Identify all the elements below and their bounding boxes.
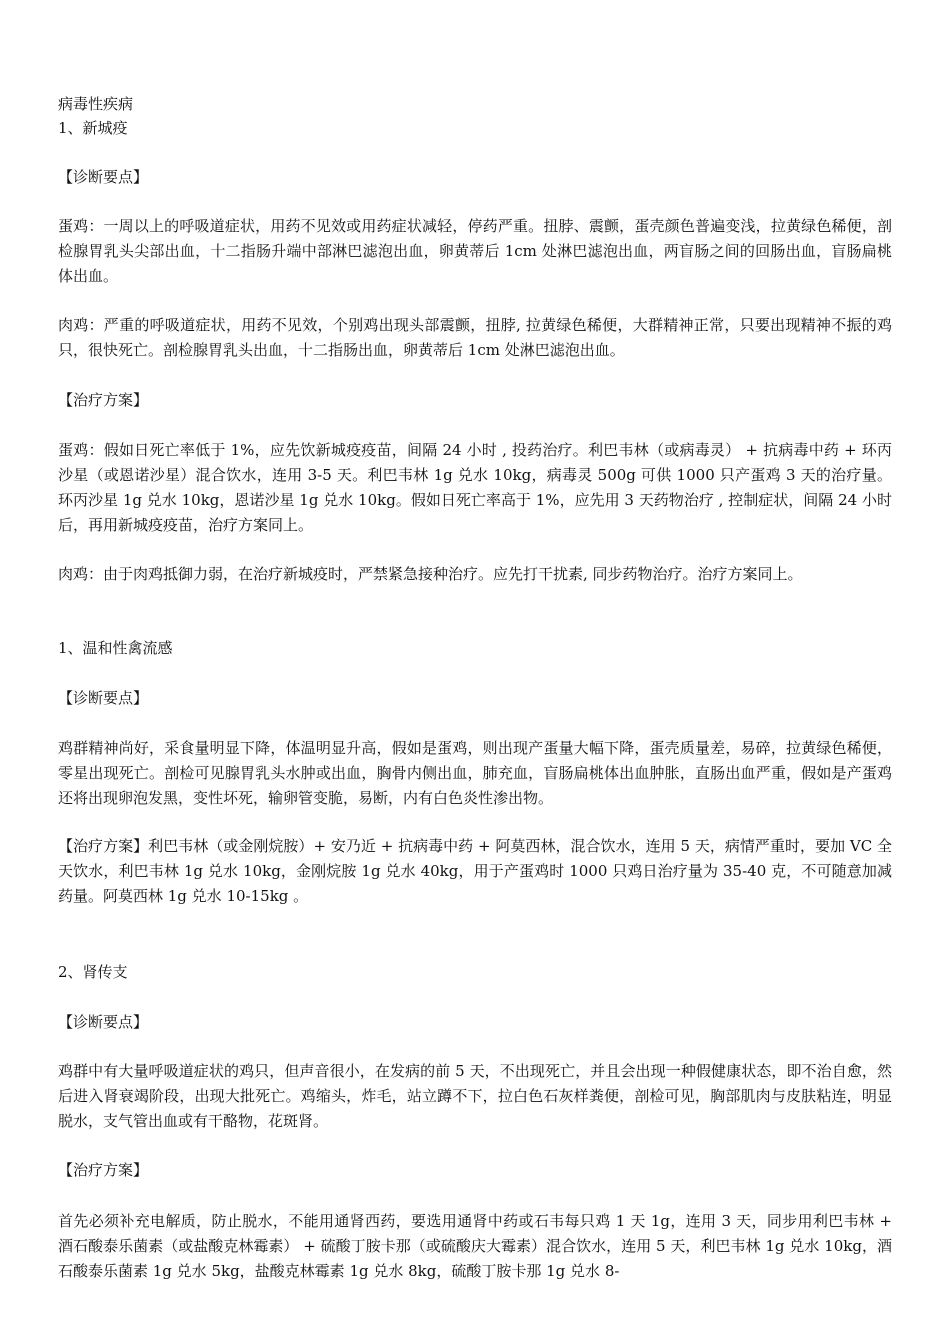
diagnosis-paragraph: 鸡群中有大量呼吸道症状的鸡只，但声音很小，在发病的前 5 天，不出现死亡，并且会出现一种假健康状态，即不治自愈，然后进入肾衰竭阶段，出现大批死亡。鸡缩头，炸毛，站立蹲不下，拉白色石灰样粪便，剖检可见，胸部肌肉与皮肤粘连，明显脱水，支气管出血或有干酪物，花斑肾。: [58, 1062, 892, 1130]
section-heading-kidney-ib: 2、肾传支: [58, 963, 128, 981]
diagnosis-label: 【诊断要点】: [58, 1013, 149, 1031]
diagnosis-paragraph: 肉鸡：严重的呼吸道症状，用药不见效，个别鸡出现头部震颤，扭脖, 拉黄绿色稀便，大群精神正常，只要出现精神不振的鸡只，很快死亡。剖检腺胃乳头出血，十二指肠出血，卵黄蒂后 1cm 处淋巴滤泡出血。: [58, 316, 892, 359]
diagnosis-paragraph: 鸡群精神尚好，采食量明显下降，体温明显升高，假如是蛋鸡，则出现产蛋量大幅下降，蛋壳质量差，易碎，拉黄绿色稀便，零星出现死亡。剖检可见腺胃乳头水肿或出血，胸骨内侧出血，肺充血，盲肠扁桃体出血肿胀，直肠出血严重，假如是产蛋鸡还将出现卵泡发黑，变性坏死，输卵管变脆，易断，内有白色炎性渗出物。: [58, 739, 892, 807]
document-title: 病毒性疾病: [58, 95, 134, 113]
treatment-paragraph: 首先必须补充电解质，防止脱水，不能用通肾西药，要选用通肾中药或石韦每只鸡 1 天 1g，连用 3 天，同步用利巴韦林 + 酒石酸泰乐菌素（或盐酸克林霉素） + 硫酸丁胺卡那（或硫酸庆大霉素）混合饮水，连用 5 天，利巴韦林 1g 兑水 10kg，酒石酸泰乐菌素 1g 兑水 5kg，盐酸克林霉素 1g 兑水 8kg，硫酸丁胺卡那 1g 兑水 8-: [58, 1212, 892, 1280]
treatment-paragraph: 肉鸡：由于肉鸡抵御力弱，在治疗新城疫时，严禁紧急接种治疗。应先打干扰素, 同步药物治疗。治疗方案同上。: [58, 565, 803, 583]
treatment-paragraph: 【治疗方案】利巴韦林（或金刚烷胺）+ 安乃近 + 抗病毒中药 + 阿莫西林，混合饮水，连用 5 天，病情严重时，要加 VC 全天饮水，利巴韦林 1g 兑水 10kg，金刚烷胺 1g 兑水 40kg，用于产蛋鸡时 1000 只鸡日治疗量为 35-40 克，不可随意加减药量。阿莫西林 1g 兑水 10-15kg 。: [58, 837, 892, 905]
diagnosis-label: 【诊断要点】: [58, 168, 149, 186]
diagnosis-paragraph: 蛋鸡：一周以上的呼吸道症状，用药不见效或用药症状减轻，停药严重。扭脖、震颤，蛋壳颜色普遍变浅，拉黄绿色稀便，剖检腺胃乳头尖部出血，十二指肠升端中部淋巴滤泡出血，卵黄蒂后 1cm 处淋巴滤泡出血，两盲肠之间的回肠出血，盲肠扁桃体出血。: [58, 217, 892, 285]
diagnosis-label: 【诊断要点】: [58, 689, 149, 707]
section-heading-newcastle: 1、新城疫: [58, 119, 128, 137]
treatment-label: 【治疗方案】: [58, 1161, 149, 1179]
treatment-label: 【治疗方案】: [58, 391, 149, 409]
section-heading-avian-influenza: 1、温和性禽流感: [58, 639, 173, 657]
treatment-paragraph: 蛋鸡：假如日死亡率低于 1%，应先饮新城疫疫苗，间隔 24 小时 , 投药治疗。利巴韦林（或病毒灵） + 抗病毒中药 + 环丙沙星（或恩诺沙星）混合饮水，连用 3-5 天。利巴韦林 1g 兑水 10kg，病毒灵 500g 可供 1000 只产蛋鸡 3 天的治疗量。环丙沙星 1g 兑水 10kg，恩诺沙星 1g 兑水 10kg。假如日死亡率高于 1%，应先用 3 天药物治疗 , 控制症状，间隔 24 小时后，再用新城疫疫苗，治疗方案同上。: [58, 441, 892, 534]
